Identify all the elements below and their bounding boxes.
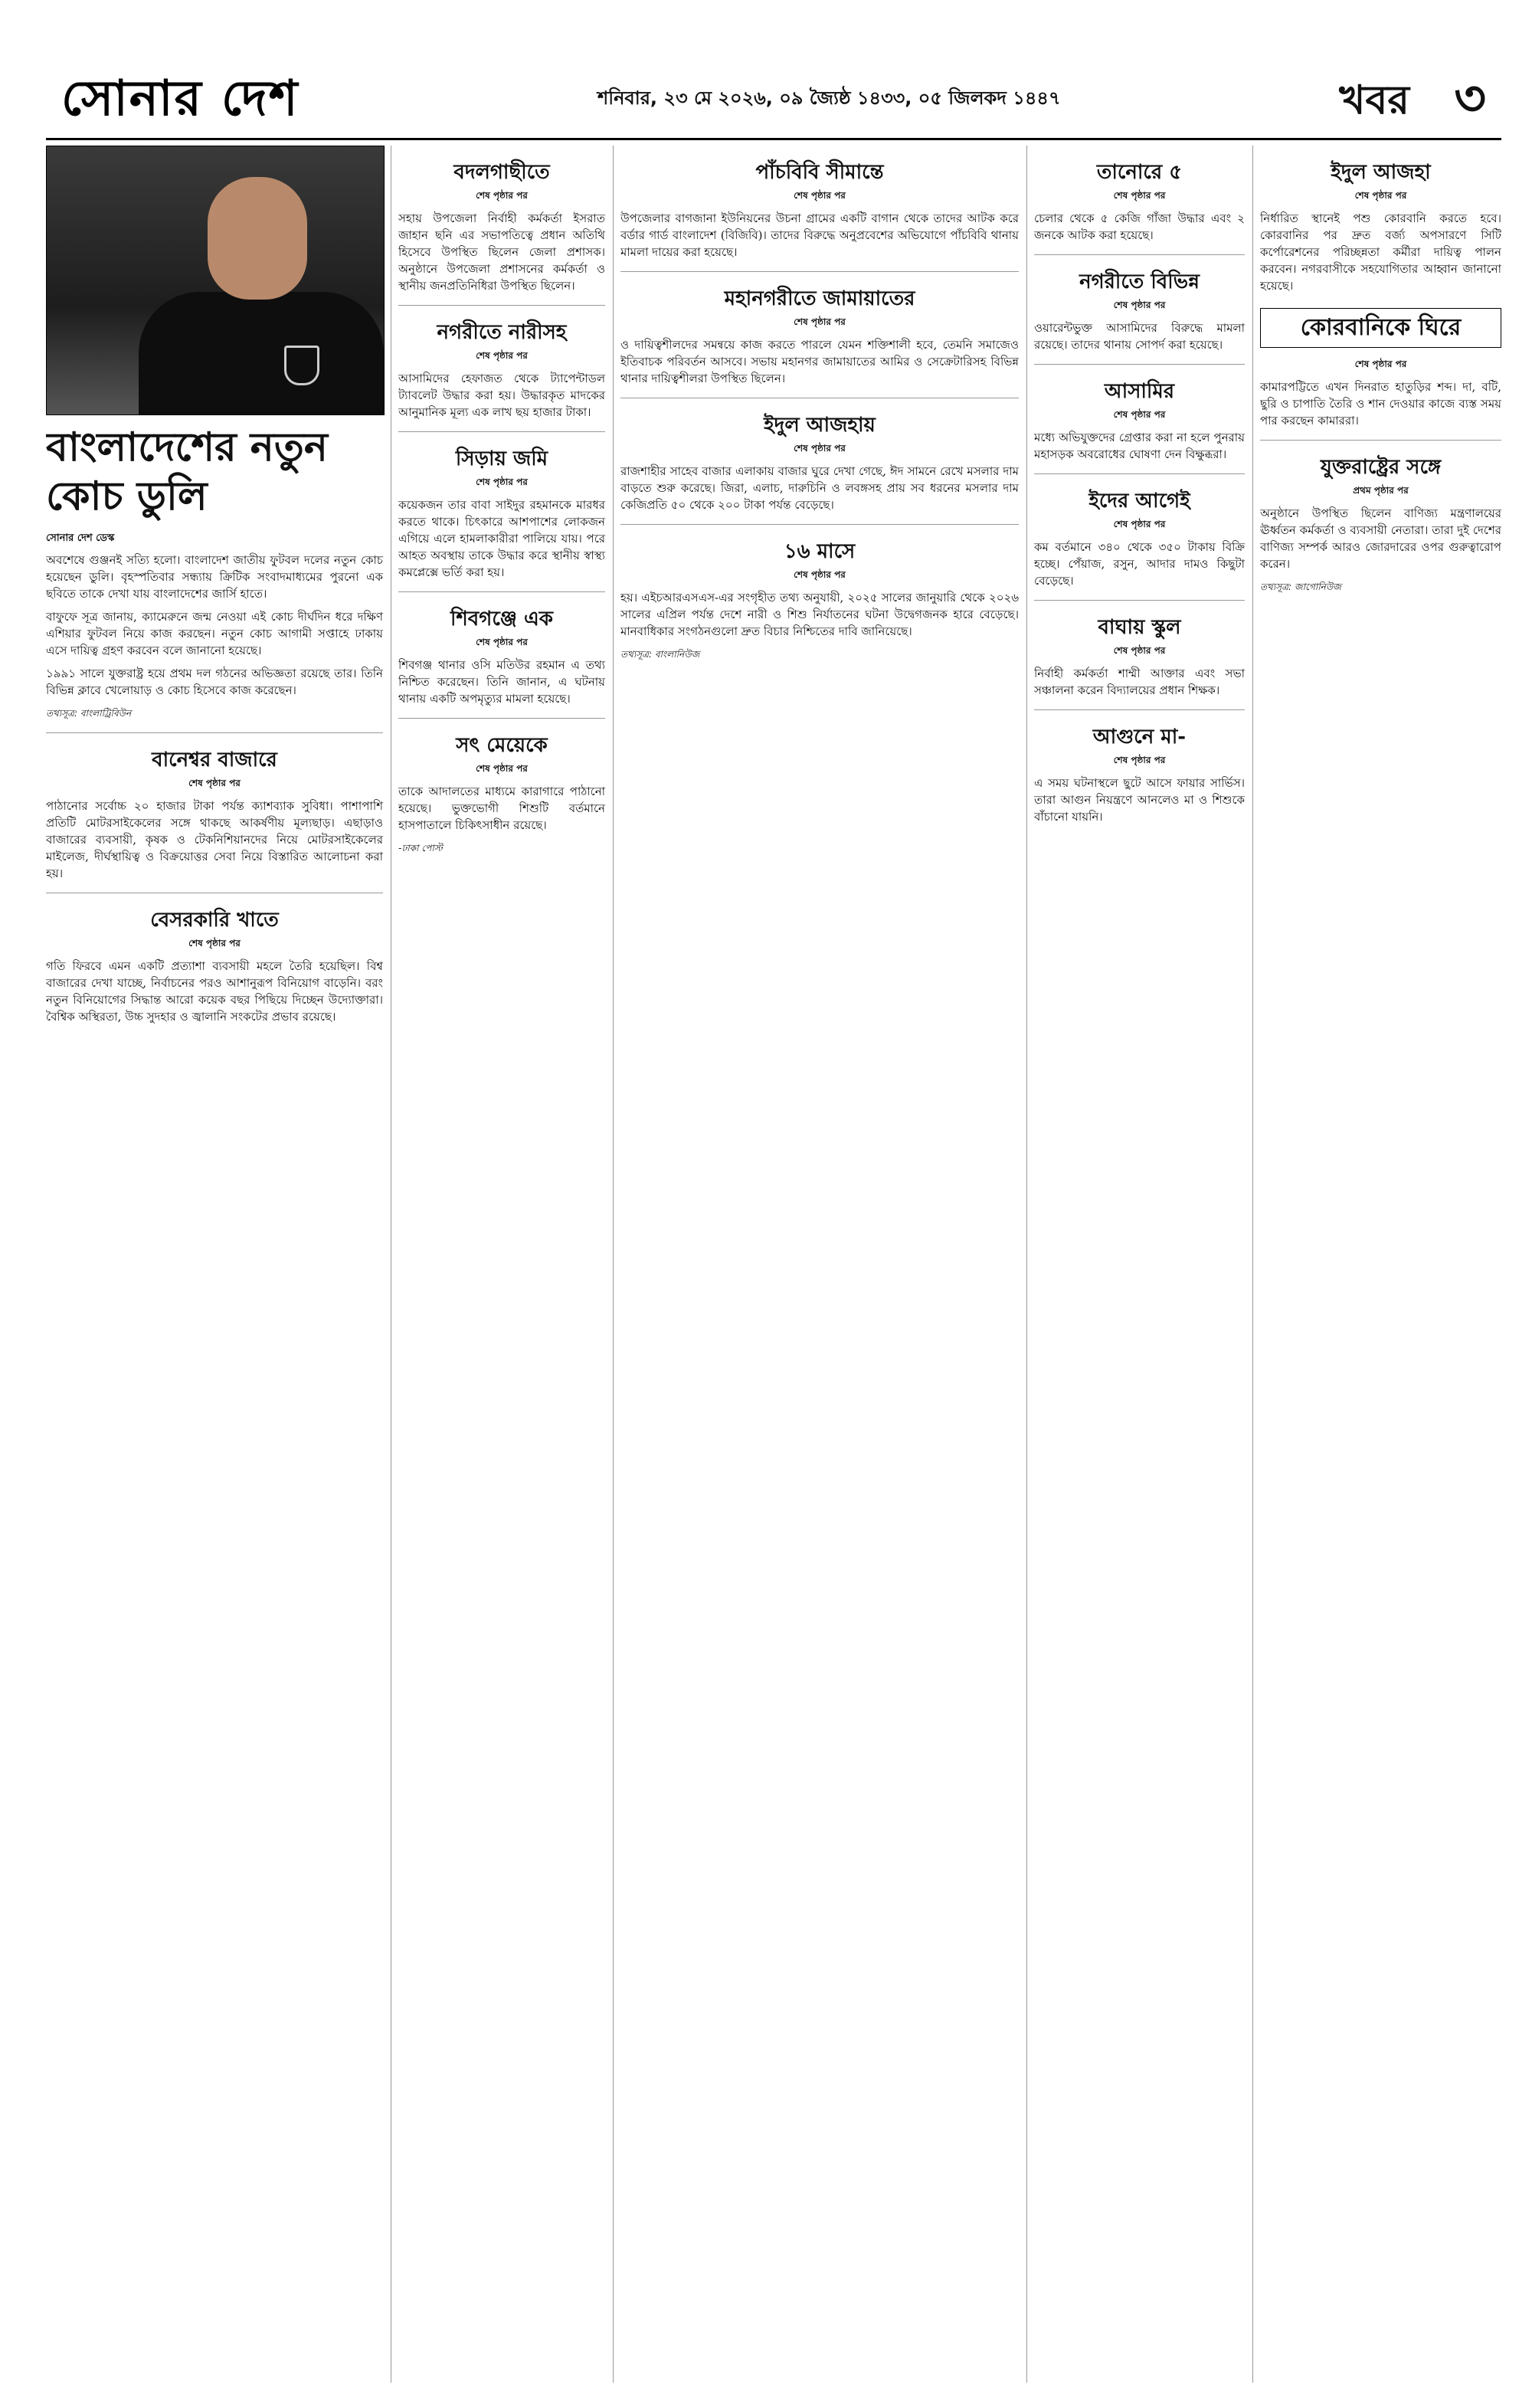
divider <box>620 524 1019 525</box>
continuation-label: শেষ পৃষ্ঠার পর <box>794 569 846 580</box>
continuation-label: শেষ পৃষ্ঠার পর <box>476 477 528 487</box>
story-headline: বানেশ্বর বাজারে <box>152 749 277 772</box>
story-body: চেলার থেকে ৫ কেজি গাঁজা উদ্ধার এবং ২ জনকে আটক করা হয়েছে। <box>1034 211 1245 242</box>
story-headline: ইদের আগেই <box>1088 490 1190 513</box>
continuation-label: শেষ পৃষ্ঠার পর <box>794 443 846 454</box>
story-body: সহায় উপজেলা নির্বাহী কর্মকর্তা ইসরাত জাহান ছনি এর সভাপতিত্বে প্রধান অতিথি হিসেবে উপস্থিত ছিলেন জেলা প্রশাসক। অনুষ্ঠানে উপজেলা প্রশাসনের কর্মকর্তা ও স্থানীয় জনপ্রতিনিধিরা উপস্থিত ছিলেন। <box>398 211 605 293</box>
continuation-label: শেষ পৃষ্ঠার পর <box>476 637 528 647</box>
story-headline: বাঘায় স্কুল <box>1098 616 1181 639</box>
column-3 <box>620 146 1027 2383</box>
story-body: এ সময় ঘটনাস্থলে ছুটে আসে ফায়ার সার্ভিস। তারা আগুন নিয়ন্ত্রণে আনলেও মা ও শিশুকে বাঁচানো যায়নি। <box>1034 776 1245 824</box>
story-body: কয়েকজন তার বাবা সাইদুর রহমানকে মারধর করতে থাকে। চিৎকারে আশপাশের লোকজন এগিয়ে এলে হামলাকারীরা পালিয়ে যায়। পরে আহত অবস্থায় তাকে উদ্ধার করে স্থানীয় স্বাস্থ্য কমপ্লেক্সে ভর্তি করা হয়। <box>398 498 605 579</box>
story-source: -ঢাকা পোস্ট <box>398 843 443 853</box>
story-body: ও দায়িত্বশীলদের সমন্বয়ে কাজ করতে পারলে যেমন শক্তিশালী হবে, তেমনি সমাজেও ইতিবাচক পরিবর্তন আসবে। সভায় মহানগর জামায়াতের আমির ও সেক্রেটারিসহ বিভিন্ন থানার দায়িত্বশীলরা উপস্থিত ছিলেন। <box>620 338 1019 385</box>
story-body: কামারপট্টিতে এখন দিনরাত হাতুড়ির শব্দ। দা, বটি, ছুরি ও চাপাতি তৈরি ও শান দেওয়ার কাজে ব্যস্ত সময় পার করছেন কামাররা। <box>1260 380 1501 428</box>
column-5 <box>1260 146 1501 2383</box>
divider <box>398 431 605 432</box>
continuation-label: শেষ পৃষ্ঠার পর <box>794 190 846 201</box>
story-body: উপজেলার বাগজানা ইউনিয়নের উচনা গ্রামের একটি বাগান থেকে তাদের আটক করে বর্ডার গার্ড বাংলাদেশ (বিজিবি)। তাদের বিরুদ্ধে অনুপ্রবেশের অভিযোগে পাঁচবিবি থানায় মামলা দায়ের করা হয়েছে। <box>620 211 1019 259</box>
lead-paragraph: বাফুফে সূত্র জানায়, ক্যামেরুনে জন্ম নেওয়া এই কোচ দীর্ঘদিন ধরে দক্ষিণ এশিয়ার ফুটবল নিয়ে কাজ করছেন। নতুন কোচ আগামী সপ্তাহে ঢাকায় এসে দায়িত্ব গ্রহণ করবেন বলে জানানো হয়েছে। <box>46 610 383 657</box>
story-headline: সিড়ায় জমি <box>455 447 548 470</box>
lead-headline: বাংলাদেশের নতুন কোচ ডুলি <box>46 424 328 519</box>
story-headline: সৎ মেয়েকে <box>456 734 548 757</box>
divider <box>398 718 605 719</box>
divider <box>1034 709 1245 710</box>
story-headline: আসামির <box>1104 380 1175 403</box>
page-number: ৩ <box>1454 70 1486 127</box>
boxed-story-headline: কোরবানিকে ঘিরে <box>1260 308 1501 348</box>
story-body: নির্ধারিত স্থানেই পশু কোরবানি করতে হবে। কোরবানির পর দ্রুত বর্জ্য অপসারণে সিটি কর্পোরেশনের পরিচ্ছন্নতা কর্মীরা দায়িত্ব পালন করবেন। নগরবাসীকে সহযোগিতার আহ্বান জানানো হয়েছে। <box>1260 211 1501 293</box>
story-body: কম বর্তমানে ৩৪০ থেকে ৩৫০ টাকায় বিক্রি হচ্ছে। পেঁয়াজ, রসুন, আদার দামও কিছুটা বেড়েছে। <box>1034 540 1245 588</box>
continuation-label: শেষ পৃষ্ঠার পর <box>1354 359 1407 369</box>
story-headline: নগরীতে নারীসহ <box>437 321 567 344</box>
story-headline: শিবগঞ্জে এক <box>450 608 553 631</box>
divider <box>1034 600 1245 601</box>
column-1 <box>46 146 391 2383</box>
story-body: ওয়ারেন্টভুক্ত আসামিদের বিরুদ্ধে মামলা রয়েছে। তাদের থানায় সোপর্দ করা হয়েছে। <box>1034 321 1245 352</box>
lead-paragraph: ১৯৯১ সালে যুক্তরাষ্ট্র হয়ে প্রথম দল গঠনের অভিজ্ঞতা রয়েছে তার। তিনি বিভিন্ন ক্লাবে খেলোয়াড় ও কোচ হিসেবে কাজ করেছেন। <box>46 667 383 697</box>
lead-source: তথ্যসূত্র: বাংলাট্রিবিউন <box>46 708 132 719</box>
continuation-label: শেষ পৃষ্ঠার পর <box>476 190 528 201</box>
photo-head-shape <box>208 177 307 300</box>
column-4 <box>1034 146 1253 2383</box>
story-body: মধ্যে অভিযুক্তদের গ্রেপ্তার করা না হলে পুনরায় মহাসড়ক অবরোধের ঘোষণা দেন বিক্ষুব্ধরা। <box>1034 431 1245 461</box>
story-body: হয়। এইচআরএসএস-এর সংগৃহীত তথ্য অনুযায়ী, ২০২৫ সালের জানুয়ারি থেকে ২০২৬ সালের এপ্রিল পর্যন্ত দেশে নারী ও শিশু নির্যাতনের ঘটনা উদ্বেগজনক হারে বেড়েছে। মানবাধিকার সংগঠনগুলো দ্রুত বিচার নিশ্চিতের দাবি জানিয়েছে। <box>620 591 1019 638</box>
issue-date: শনিবার, ২৩ মে ২০২৬, ০৯ জ্যৈষ্ঠ ১৪৩৩, ০৫ জিলকদ ১৪৪৭ <box>597 87 1061 109</box>
continuation-label: শেষ পৃষ্ঠার পর <box>1113 300 1166 310</box>
story-headline: তানোরে ৫ <box>1096 161 1183 184</box>
story-headline: ইদুল আজহায় <box>764 414 876 437</box>
divider <box>398 305 605 306</box>
story-body: আসামিদের হেফাজত থেকে ট্যাপেন্টাডল ট্যাবলেট উদ্ধার করা হয়। উদ্ধারকৃত মাদকের আনুমানিক মূল্য এক লাখ ছয় হাজার টাকা। <box>398 372 605 419</box>
story-headline: ১৬ মাসে <box>784 540 856 563</box>
continuation-label: শেষ পৃষ্ঠার পর <box>1113 190 1166 201</box>
column-2 <box>398 146 614 2383</box>
story-body: পাঠানোর সর্বোচ্চ ২০ হাজার টাকা পর্যন্ত ক্যাশব্যাক সুবিধা। পাশাপাশি প্রতিটি মোটরসাইকেলের সঙ্গে থাকছে আকর্ষণীয় মূল্যছাড়। এছাড়াও বাজারের ব্যবসায়ী, কৃষক ও টেকনিশিয়ানদের নিয়ে মোটরসাইকেলের মাইলেজ, দীর্ঘস্থায়িত্ব ও বিক্রয়োত্তর সেবা নিয়ে বিস্তারিত আলোচনা করা হয়। <box>46 799 383 880</box>
divider <box>620 271 1019 272</box>
story-body: অনুষ্ঠানে উপস্থিত ছিলেন বাণিজ্য মন্ত্রণালয়ের ঊর্ধ্বতন কর্মকর্তা ও ব্যবসায়ী নেতারা। তারা দুই দেশের বাণিজ্য সম্পর্ক আরও জোরদারের ওপর গুরুত্বারোপ করেন। <box>1260 506 1501 571</box>
masthead <box>46 54 1501 140</box>
continuation-label: শেষ পৃষ্ঠার পর <box>476 763 528 774</box>
badge-icon <box>284 346 319 385</box>
continuation-label: শেষ পৃষ্ঠার পর <box>1113 755 1166 765</box>
divider <box>1034 364 1245 365</box>
divider <box>46 732 383 733</box>
lead-paragraph: অবশেষে গুঞ্জনই সত্যি হলো। বাংলাদেশ জাতীয় ফুটবল দলের নতুন কোচ হয়েছেন ডুলি। বৃহস্পতিবার সন্ধ্যায় ক্রিটিক সংবাদমাধ্যমের পুরনো এক ছবিতে তাকে দেখা যায় বাংলাদেশের জার্সি হাতে। <box>46 553 383 601</box>
story-headline: মহানগরীতে জামায়াতের <box>724 287 915 310</box>
continuation-label: শেষ পৃষ্ঠার পর <box>1113 645 1166 656</box>
story-headline: পাঁচবিবি সীমান্তে <box>755 161 884 184</box>
continuation-label: শেষ পৃষ্ঠার পর <box>188 938 241 948</box>
continuation-label: শেষ পৃষ্ঠার পর <box>188 778 241 788</box>
continuation-label: শেষ পৃষ্ঠার পর <box>1113 519 1166 529</box>
divider <box>398 591 605 592</box>
story-source: তথ্যসূত্র: বাংলানিউজ <box>620 649 700 660</box>
photo-shirt-shape <box>139 292 384 415</box>
story-body: শিবগঞ্জ থানার ওসি মতিউর রহমান এ তথ্য নিশ্চিত করেছেন। তিনি জানান, এ ঘটনায় থানায় একটি অপমৃত্যুর মামলা হয়েছে। <box>398 658 605 706</box>
continuation-label: শেষ পৃষ্ঠার পর <box>1354 190 1407 201</box>
story-headline: ইদুল আজহা <box>1331 161 1431 184</box>
divider <box>1260 440 1501 441</box>
continuation-label: প্রথম পৃষ্ঠার পর <box>1353 485 1409 496</box>
story-source: তথ্যসূত্র: জাগোনিউজ <box>1260 582 1341 592</box>
divider <box>1034 473 1245 474</box>
story-headline: আগুনে মা- <box>1092 726 1187 749</box>
continuation-label: শেষ পৃষ্ঠার পর <box>476 350 528 361</box>
story-body: গতি ফিরবে এমন একটি প্রত্যাশা ব্যবসায়ী মহলে তৈরি হয়েছিল। বিশ্ব বাজারের দেখা যাচ্ছে, নির্বাচনের পরও আশানুরূপ বিনিয়োগ বাড়েনি। বরং নতুন বিনিয়োগের সিদ্ধান্ত আরো কয়েক বছর পিছিয়ে দিচ্ছেন উদ্যোক্তারা। বৈশ্বিক অস্থিরতা, উচ্চ সুদহার ও জ্বালানি সংকটের প্রভাব রয়েছে। <box>46 959 383 1024</box>
story-headline: বদলগাছীতে <box>453 161 550 184</box>
continuation-label: শেষ পৃষ্ঠার পর <box>794 316 846 327</box>
story-headline: যুক্তরাষ্ট্রের সঙ্গে <box>1320 456 1442 479</box>
continuation-label: শেষ পৃষ্ঠার পর <box>1113 409 1166 420</box>
story-body: রাজশাহীর সাহেব বাজার এলাকায় বাজার ঘুরে দেখা গেছে, ঈদ সামনে রেখে মসলার দাম বাড়তে শুরু করেছে। জিরা, এলাচ, দারুচিনি ও লবঙ্গসহ প্রায় সব ধরনের মসলার দাম কেজিপ্রতি ৫০ থেকে ২০০ টাকা পর্যন্ত বেড়েছে। <box>620 464 1019 512</box>
story-headline: বেসরকারি খাতে <box>150 909 279 932</box>
story-headline: নগরীতে বিভিন্ন <box>1079 270 1200 293</box>
section-title: খবর <box>1339 77 1409 123</box>
story-body: নির্বাহী কর্মকর্তা শাম্মী আক্তার এবং সভা সঞ্চালনা করেন বিদ্যালয়ের প্রধান শিক্ষক। <box>1034 667 1245 697</box>
story-body: তাকে আদালতের মাধ্যমে কারাগারে পাঠানো হয়েছে। ভুক্তভোগী শিশুটি বর্তমানে হাসপাতালে চিকিৎসাধীন রয়েছে। <box>398 785 605 832</box>
coach-photo <box>46 146 385 415</box>
divider <box>1034 254 1245 255</box>
lead-byline: সোনার দেশ ডেস্ক <box>46 532 115 544</box>
newspaper-logo: সোনার দেশ <box>61 70 300 127</box>
